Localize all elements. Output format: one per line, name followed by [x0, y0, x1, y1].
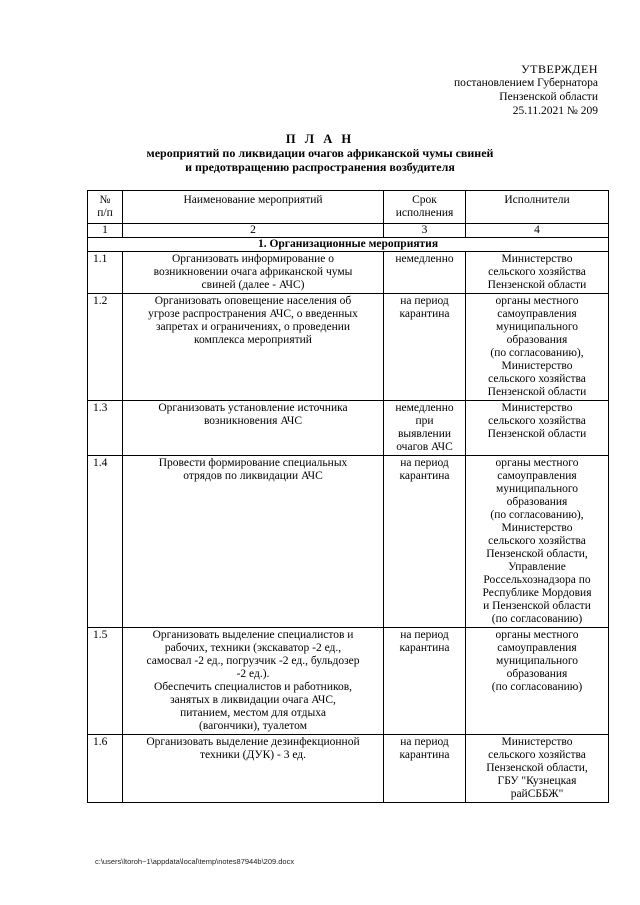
row-exec: органы местного самоуправления муниципального образования (по согласованию), Министерство сельского хозяйства Пензенской области — [466, 294, 609, 401]
title-plan: П Л А Н — [285, 132, 355, 146]
row-term: на период карантина — [384, 628, 466, 735]
row-name: Организовать установление источника возникновения АЧС — [123, 401, 384, 456]
header-exec: Исполнители — [466, 191, 609, 224]
row-term: на период карантина — [384, 735, 466, 803]
approval-line-decree: постановлением Губернатора — [454, 77, 598, 89]
row-name: Организовать оповещение населения об угрозе распространения АЧС, о введенных запретах и ограничениях, о проведении комплекса мероприятий — [123, 294, 384, 401]
table-index-row — [88, 224, 609, 238]
row-name: Организовать информирование о возникновении очага африканской чумы свиней (далее - АЧС) — [123, 252, 384, 294]
row-exec: Министерство сельского хозяйства Пензенской области, ГБУ "Кузнецкая райСББЖ" — [466, 735, 609, 803]
index-cell: 3 — [384, 224, 466, 238]
index-cell: 4 — [466, 224, 609, 238]
row-num: 1.5 — [88, 628, 123, 735]
row-name: Провести формирование специальных отрядов по ликвидации АЧС — [123, 456, 384, 628]
header-num: № п/п — [88, 191, 123, 224]
index-cell: 2 — [123, 224, 384, 238]
table-row — [88, 401, 609, 456]
approval-line-region: Пензенской области — [499, 91, 598, 103]
section-title: 1. Организационные мероприятия — [88, 238, 609, 252]
approval-block — [454, 62, 598, 118]
section-row — [88, 238, 609, 252]
table-row — [88, 252, 609, 294]
row-term: немедленно при выявлении очагов АЧС — [384, 401, 466, 456]
index-cell: 1 — [88, 224, 123, 238]
row-name: Организовать выделение дезинфекционной техники (ДУК) - 3 ед. — [123, 735, 384, 803]
row-term: немедленно — [384, 252, 466, 294]
row-name: Организовать выделение специалистов и рабочих, техники (экскаватор -2 ед., самосвал -2 ед., погрузчик -2 ед., бульдозер -2 ед.). Обеспечить специалистов и работников, занятых в ликвидации очага АЧС, питанием, местом для отдыха (вагончики), туалетом — [123, 628, 384, 735]
row-exec: Министерство сельского хозяйства Пензенской области — [466, 252, 609, 294]
row-num: 1.3 — [88, 401, 123, 456]
title-line-subject: мероприятий по ликвидации очагов африканской чумы свиней — [146, 146, 494, 160]
plan-table — [87, 190, 609, 803]
row-term: на период карантина — [384, 456, 466, 628]
row-exec: органы местного самоуправления муниципального образования (по согласованию) — [466, 628, 609, 735]
file-path-footer: c:\users\ltoroh~1\appdata\local\temp\notes87944b\209.docx — [95, 857, 295, 866]
table-row — [88, 628, 609, 735]
title-line-purpose: и предотвращению распространения возбудителя — [185, 160, 455, 174]
header-name: Наименование мероприятий — [123, 191, 384, 224]
row-num: 1.4 — [88, 456, 123, 628]
row-num: 1.2 — [88, 294, 123, 401]
header-term: Срок исполнения — [384, 191, 466, 224]
row-num: 1.6 — [88, 735, 123, 803]
table-header-row — [88, 191, 609, 224]
table-row — [88, 294, 609, 401]
row-num: 1.1 — [88, 252, 123, 294]
row-term: на период карантина — [384, 294, 466, 401]
row-exec: Министерство сельского хозяйства Пензенской области — [466, 401, 609, 456]
approval-line-date: 25.11.2021 № 209 — [512, 105, 598, 117]
approval-heading: УТВЕРЖДЕН — [521, 62, 598, 76]
row-exec: органы местного самоуправления муниципального образования (по согласованию), Министерство сельского хозяйства Пензенской области, Управление Россельхознадзора по Республике Мордовия и Пензенской области (по согласованию) — [466, 456, 609, 628]
table-row — [88, 456, 609, 628]
document-title — [0, 132, 640, 174]
table-row — [88, 735, 609, 803]
